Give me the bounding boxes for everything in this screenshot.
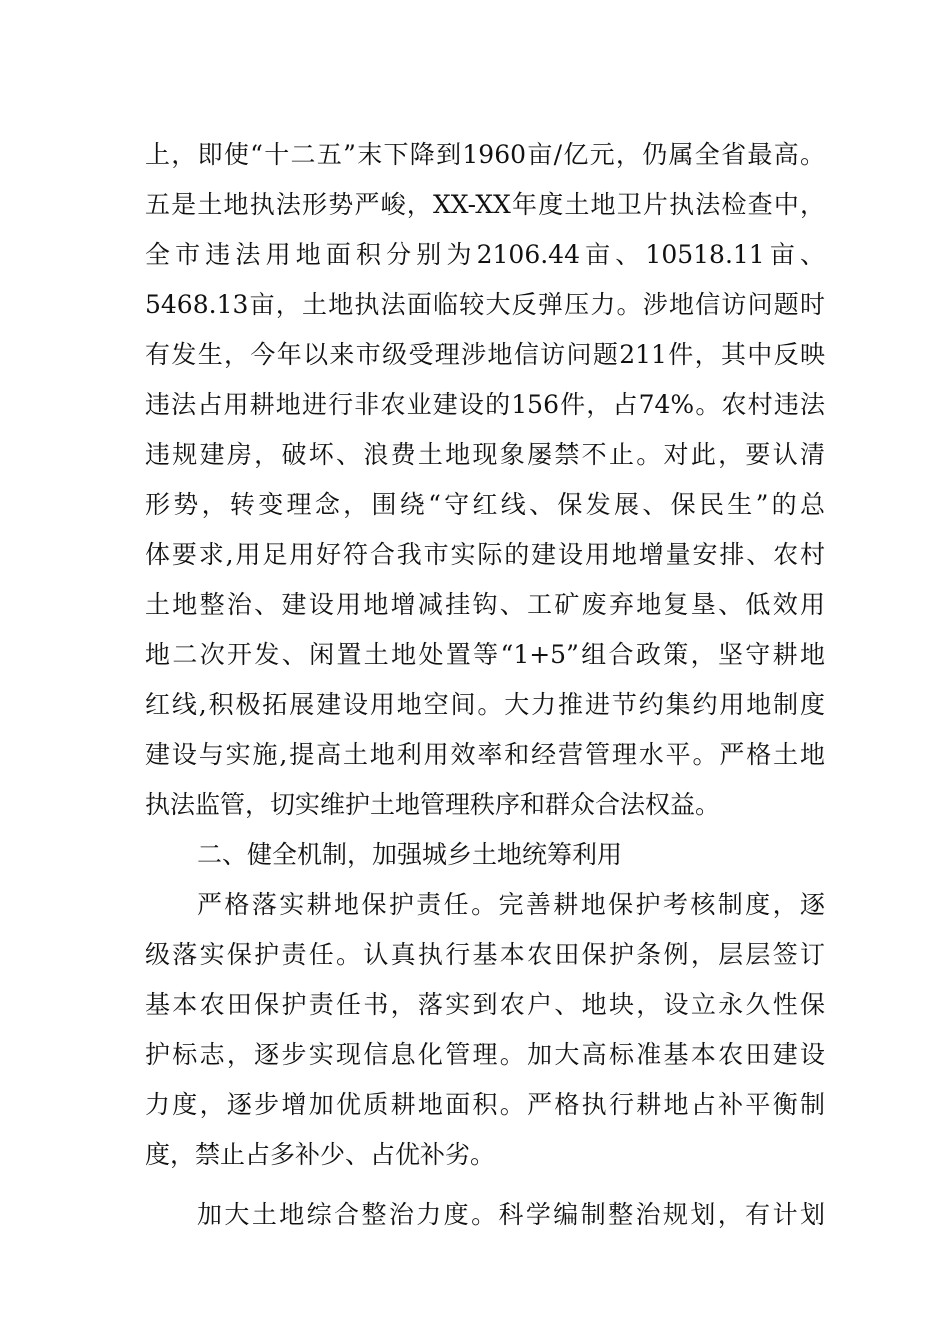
text-line: 上，即使“十二五”末下降到1960亩/亿元，仍属全省最高。 (145, 140, 825, 169)
text-line: 基本农田保护责任书，落实到农户、地块，设立永久性保 (145, 990, 825, 1019)
text-line: 5468.13亩，土地执法面临较大反弹压力。涉地信访问题时 (145, 290, 825, 319)
text-line: 加大土地综合整治力度。科学编制整治规划，有计划 (197, 1200, 825, 1229)
text-line: 建设与实施,提高土地利用效率和经营管理水平。严格土地 (145, 740, 825, 769)
text-line: 度，禁止占多补少、占优补劣。 (145, 1140, 496, 1169)
text-line: 护标志，逐步实现信息化管理。加大高标准基本农田建设 (145, 1040, 825, 1069)
text-line: 红线,积极拓展建设用地空间。大力推进节约集约用地制度 (145, 690, 825, 719)
text-line: 五是土地执法形势严峻，XX-XX年度土地卫片执法检查中， (145, 190, 825, 219)
text-line: 违规建房，破坏、浪费土地现象屡禁不止。对此，要认清 (145, 440, 825, 469)
text-line: 级落实保护责任。认真执行基本农田保护条例，层层签订 (145, 940, 825, 969)
body-text (145, 130, 825, 1240)
text-line: 土地整治、建设用地增减挂钩、工矿废弃地复垦、低效用 (145, 590, 825, 619)
section-heading: 二、健全机制，加强城乡土地统筹利用 (197, 840, 623, 869)
text-line: 形势，转变理念，围绕“守红线、保发展、保民生”的总 (145, 490, 825, 519)
text-line: 执法监管，切实维护土地管理秩序和群众合法权益。 (145, 790, 721, 819)
text-line: 有发生，今年以来市级受理涉地信访问题211件，其中反映 (145, 340, 825, 369)
text-line: 全市违法用地面积分别为2106.44亩、10518.11亩、 (145, 240, 825, 269)
text-line: 力度，逐步增加优质耕地面积。严格执行耕地占补平衡制 (145, 1090, 825, 1119)
text-line: 地二次开发、闲置土地处置等“1+5”组合政策，坚守耕地 (145, 640, 825, 669)
text-line: 体要求,用足用好符合我市实际的建设用地增量安排、农村 (145, 540, 825, 569)
text-line: 违法占用耕地进行非农业建设的156件，占74%。农村违法 (145, 390, 825, 419)
text-line: 严格落实耕地保护责任。完善耕地保护考核制度，逐 (197, 890, 825, 919)
